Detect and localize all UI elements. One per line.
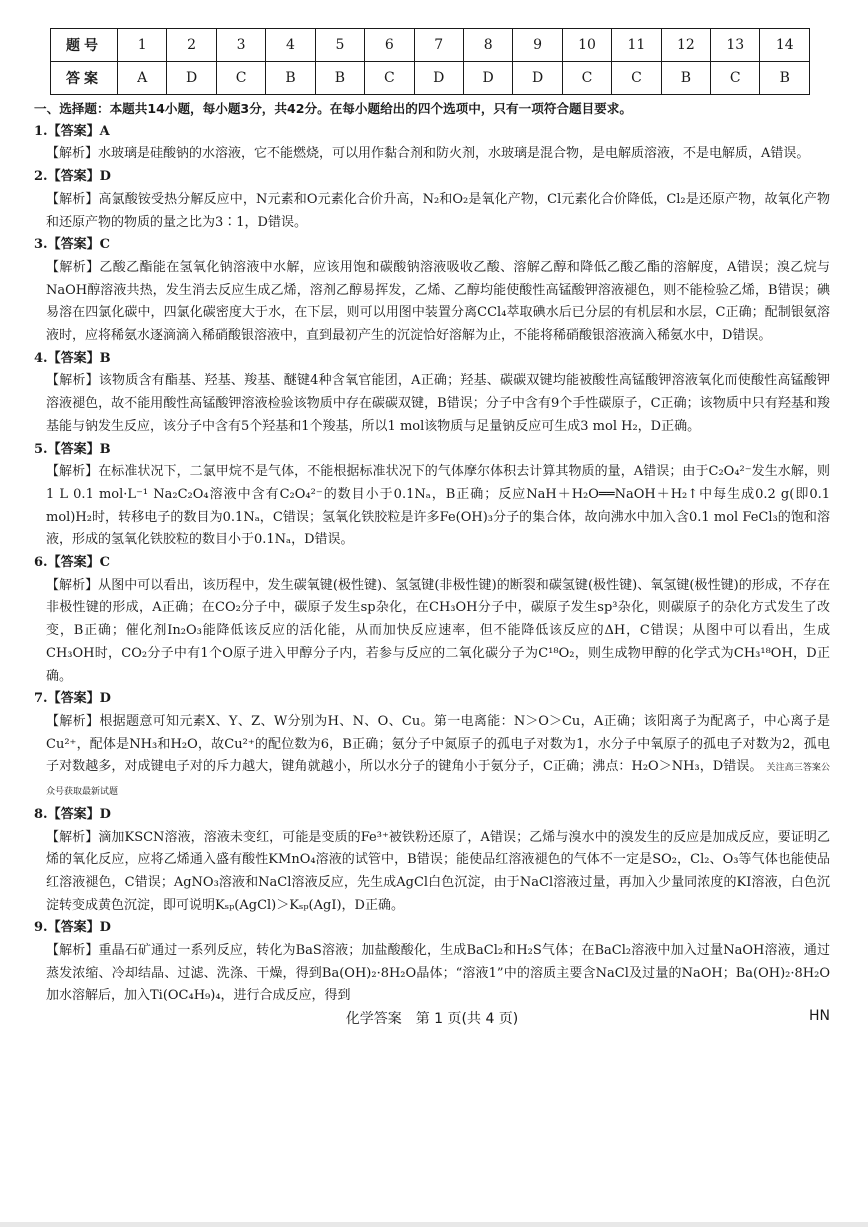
question-answer-line: 7.【答案】D xyxy=(34,691,111,707)
explanations-content xyxy=(34,98,830,1008)
question-answer-line: 8.【答案】D xyxy=(34,806,111,822)
region-code: HN xyxy=(809,1008,830,1024)
answer-cell: C xyxy=(365,62,414,95)
answer-cell: D xyxy=(513,62,562,95)
question-number-cell: 14 xyxy=(760,29,810,62)
answer-cell: B xyxy=(315,62,364,95)
question-explanation xyxy=(34,461,830,552)
question-answer-line: 4.【答案】B xyxy=(34,350,111,366)
answer-cell: C xyxy=(711,62,760,95)
explanation-text: 【解析】重晶石矿通过一系列反应，转化为BaS溶液；加盐酸酸化，生成BaCl₂和H₂S气体；在BaCl₂溶液中加入过量NaOH溶液，通过蒸发浓缩、冷却结晶、过滤、洗涤、干燥，得到Ba(OH)₂·8H₂O晶体；“溶液1”中的溶质主要含NaCl及过量的NaOH；Ba(OH)₂·8H₂O加水溶解后，加入Ti(OC₄H₉)₄，进行合成反应，得到 xyxy=(46,943,830,1004)
question-answer-line: 9.【答案】D xyxy=(34,920,111,936)
question-block xyxy=(34,439,830,553)
question-number-cell: 3 xyxy=(216,29,265,62)
answer-cell: B xyxy=(760,62,810,95)
explanation-text: 【解析】乙酸乙酯能在氢氧化钠溶液中水解，应该用饱和碳酸钠溶液吸收乙酸、溶解乙醇和降低乙酸乙酯的溶解度，A错误；溴乙烷与NaOH醇溶液共热，发生消去反应生成乙烯，溶剂乙醇易挥发，乙烯、乙醇均能使酸性高锰酸钾溶液褪色，则不能检验乙烯，B错误；碘易溶在四氯化碳中，四氯化碳密度大于水，在下层，则可以用图中装置分离CCl₄萃取碘水后已分层的有机层和水层，C正确；配制银氨溶液时，应将稀氨水逐滴滴入稀硝酸银溶液中，直到最初产生的沉淀恰好溶解为止，不能将稀硝酸银溶液滴入稀氨水中，D错误。 xyxy=(46,259,830,344)
row-header-answer: 答案 xyxy=(51,62,118,95)
question-list xyxy=(34,121,830,1008)
question-number-cell: 12 xyxy=(661,29,710,62)
question-number-cell: 13 xyxy=(711,29,760,62)
question-block xyxy=(34,552,830,688)
section-title: 一、选择题：本题共14小题，每小题3分，共42分。在每小题给出的四个选项中，只有一项符合题目要求。 xyxy=(34,101,632,116)
question-number-cell: 5 xyxy=(315,29,364,62)
row-header-question-number: 题号 xyxy=(51,29,118,62)
question-number-cell: 6 xyxy=(365,29,414,62)
question-explanation xyxy=(34,575,830,689)
question-answer-line: 5.【答案】B xyxy=(34,441,111,457)
question-explanation xyxy=(34,370,830,438)
answer-cell: B xyxy=(266,62,315,95)
explanation-text: 【解析】根据题意可知元素X、Y、Z、W分别为H、N、O、Cu。第一电离能：N＞O＞Cu，A正确；该阳离子为配离子，中心离子是Cu²⁺，配体是NH₃和H₂O，故Cu²⁺的配位数为6，B正确；氨分子中氮原子的孤电子对数为1，水分子中氧原子的孤电子对数为2，孤电子对数越多，对成键电子对的斥力越大，键角就越小，所以水分子的键角小于氨分子，C正确；沸点：H₂O＞NH₃，D错误。 xyxy=(46,713,830,775)
page-footer xyxy=(34,1008,830,1032)
question-number-cell: 8 xyxy=(463,29,512,62)
answer-cell: A xyxy=(118,62,167,95)
question-number-cell: 11 xyxy=(612,29,661,62)
question-answer-line: 6.【答案】C xyxy=(34,555,110,571)
explanation-text: 【解析】该物质含有酯基、羟基、羧基、醚键4种含氧官能团，A正确；羟基、碳碳双键均能被酸性高锰酸钾溶液氧化而使酸性高锰酸钾溶液褪色，故不能用酸性高锰酸钾溶液检验该物质中存在碳碳双键，B错误；分子中含有9个手性碳原子，C正确；该物质中只有羟基和羧基能与钠发生反应，该分子中含有5个羟基和1个羧基，所以1 mol该物质与足量钠反应可生成3 mol H₂，D正确。 xyxy=(46,373,830,434)
question-answer-line: 1.【答案】A xyxy=(34,123,110,139)
question-block xyxy=(34,804,830,918)
question-explanation xyxy=(34,189,830,234)
question-block xyxy=(34,348,830,439)
question-number-cell: 10 xyxy=(562,29,611,62)
question-explanation xyxy=(34,827,830,918)
answer-cell: C xyxy=(562,62,611,95)
question-explanation xyxy=(34,711,830,804)
question-number-cell: 9 xyxy=(513,29,562,62)
question-number-row xyxy=(51,29,810,62)
question-answer-line: 3.【答案】C xyxy=(34,237,110,253)
answer-cell: C xyxy=(216,62,265,95)
question-block xyxy=(34,121,830,166)
question-block xyxy=(34,166,830,234)
explanation-text: 【解析】滴加KSCN溶液，溶液未变红，可能是变质的Fe³⁺被铁粉还原了，A错误；乙烯与溴水中的溴发生的反应是加成反应，要证明乙烯的氧化反应，应将乙烯通入盛有酸性KMnO₄溶液的试管中，B错误；能使品红溶液褪色的气体不一定是SO₂，Cl₂、O₃等气体也能使品红溶液褪色，C错误；AgNO₃溶液和NaCl溶液反应，先生成AgCl白色沉淀，由于NaCl溶液过量，再加入少量同浓度的KI溶液，白色沉淀转变成黄色沉淀，即可说明Kₛₚ(AgCl)＞Kₛₚ(AgI)，D正确。 xyxy=(46,829,830,913)
question-explanation xyxy=(34,940,830,1008)
explanation-text: 【解析】在标准状况下，二氯甲烷不是气体，不能根据标准状况下的气体摩尔体积去计算其物质的量，A错误；由于C₂O₄²⁻发生水解，则1 L 0.1 mol·L⁻¹ Na₂C₂O₄溶液中含有C₂O₄²⁻的数目小于0.1Nₐ，B正确；反应NaH＋H₂O══NaOH＋H₂↑中每生成0.2 g(即0.1 mol)H₂时，转移电子的数目为0.1Nₐ，C错误；氢氧化铁胶粒是许多Fe(OH)₃分子的集合体，故向沸水中加入含0.1 mol FeCl₃的饱和溶液，形成的氢氧化铁胶粒的数目小于0.1Nₐ，D错误。 xyxy=(46,464,830,548)
question-explanation xyxy=(34,257,830,348)
bottom-divider xyxy=(0,1222,868,1227)
page-number-label: 化学答案 第 1 页(共 4 页) xyxy=(345,1011,519,1027)
explanation-text: 【解析】水玻璃是硅酸钠的水溶液，它不能燃烧，可以用作黏合剂和防火剂，水玻璃是混合物，是电解质溶液，不是电解质，A错误。 xyxy=(46,146,810,162)
question-explanation xyxy=(34,143,830,166)
question-answer-line: 2.【答案】D xyxy=(34,169,111,185)
answer-cell: D xyxy=(463,62,512,95)
question-block xyxy=(34,234,830,348)
explanation-text: 【解析】从图中可以看出，该历程中，发生碳氧键(极性键)、氢氢键(非极性键)的断裂和碳氢键(极性键)、氧氢键(极性键)的形成，不存在非极性键的形成，A正确；在CO₂分子中，碳原子发生sp杂化，在CH₃OH分子中，碳原子发生sp³杂化，则碳原子的杂化方式发生了改变，B正确；催化剂In₂O₃能降低该反应的活化能，从而加快反应速率，但不能降低该反应的ΔH，C错误；从图中可以看出，生成CH₃OH时，CO₂分子中有1个O原子进入甲醇分子内，若参与反应的二氧化碳分子为C¹⁸O₂，则生成物甲醇的化学式为CH₃¹⁸OH，D正确。 xyxy=(46,577,830,684)
answer-cell: B xyxy=(661,62,710,95)
question-block xyxy=(34,688,830,804)
answer-key-table xyxy=(50,28,810,95)
answer-cell: D xyxy=(414,62,463,95)
question-number-cell: 2 xyxy=(167,29,216,62)
explanation-text: 【解析】高氯酸铵受热分解反应中，N元素和O元素化合价升高，N₂和O₂是氧化产物，Cl元素化合价降低，Cl₂是还原产物，故氧化产物和还原产物的物质的量之比为3∶1，D错误。 xyxy=(46,191,830,230)
answer-row xyxy=(51,62,810,95)
question-number-cell: 7 xyxy=(414,29,463,62)
question-block xyxy=(34,917,830,1008)
watermark-note: 关注高三答案公众号获取最新试题 xyxy=(46,763,830,798)
question-number-cell: 4 xyxy=(266,29,315,62)
answer-cell: D xyxy=(167,62,216,95)
answer-cell: C xyxy=(612,62,661,95)
question-number-cell: 1 xyxy=(118,29,167,62)
